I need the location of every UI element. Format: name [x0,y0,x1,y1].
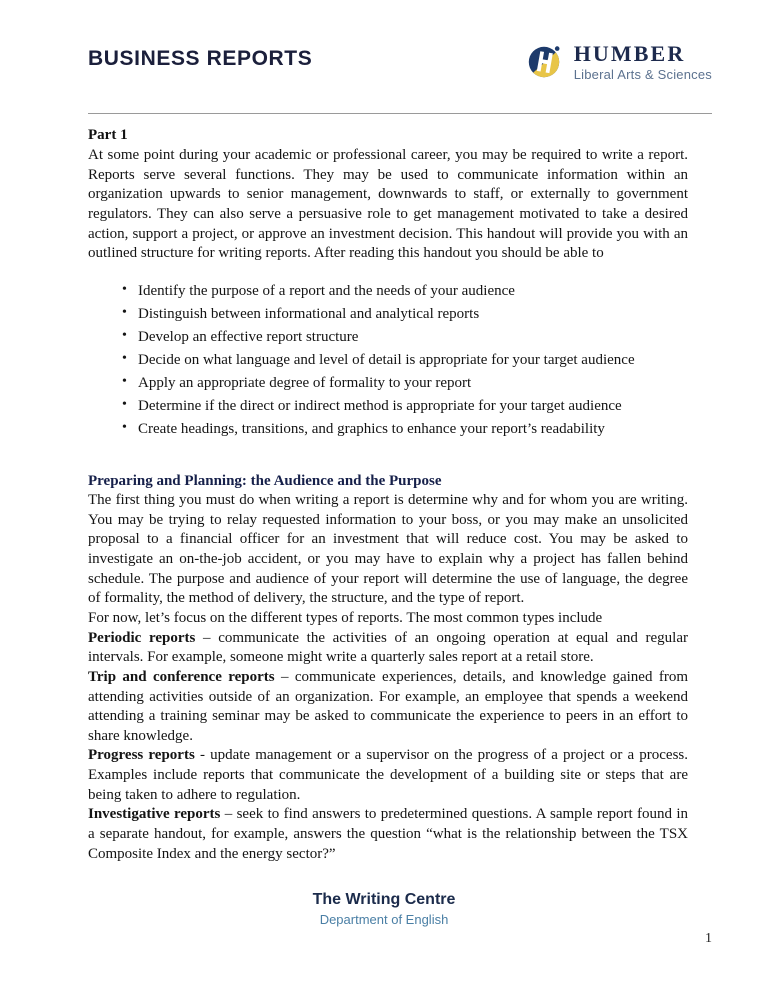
header-divider [88,113,712,114]
report-type-trip-conference [88,668,688,747]
intro-paragraph: At some point during your academic or professional career, you may be required to write a report. Reports serve several functions. They may be used to communicate information within an organization upwards to senior management, downwards to staff, or externally to government regulators. They can also serve a persuasive role to get management motivated to take a desired action, support a project, or approve an investment decision. This handout will provide you with an outlined structure for writing reports. After reading this handout you should be able to [88,147,688,262]
planning-paragraph: The first thing you must do when writing a report is determine why and for whom you are writing. You may be trying to relay requested information to your boss, or you may make an unsolicited proposal to a financial officer for an investment that will reduce cost. You may be asked to investigate an on-the-job accident, or you may have to explain why a project has fallen behind schedule. The purpose and audience of your report will determine the use of language, the degree of formality, the method of delivery, the structure, and the type of report. [88,492,688,607]
types-intro-paragraph: For now, let’s focus on the different types of reports. The most common types include [88,609,603,626]
report-type-description: seek to find answers to predetermined questions. A sample report found in a separate handout, for example, answers the question “what is the relationship between the TSX Composite Index and the energy sector?” [88,806,688,862]
report-type-separator: – [195,629,219,646]
humber-logo [527,38,712,82]
document-body [88,126,688,864]
document-header [88,38,712,100]
report-type-periodic [88,629,688,668]
part-label: Part 1 [88,127,128,143]
list-item: • Create headings, transitions, and graphics to enhance your report’s readability [122,418,688,441]
footer-title: The Writing Centre [312,891,456,908]
report-type-name: Trip and conference reports [88,668,275,685]
list-item: • Develop an effective report structure [122,326,688,349]
page-number: 1 [705,931,712,946]
report-type-description: update management or a supervisor on the progress of a project or a process. Examples include reports that communicate the development of a building site or steps that are being taken to adhere to regulation. [88,747,688,803]
list-item: • Determine if the direct or indirect method is appropriate for your target audience [122,395,688,418]
report-type-description: communicate the activities of an ongoing operation at equal and regular intervals. For example, someone might write a quarterly sales report at a retail store. [88,629,688,666]
report-type-name: Periodic reports [88,629,196,646]
footer-subtitle: Department of English [319,911,449,927]
report-type-progress [88,746,688,805]
list-item: • Distinguish between informational and analytical reports [122,303,688,326]
humber-logo-mark-icon [527,42,565,80]
report-type-description: communicate experiences, details, and knowledge gained from attending activities outside of an organization. For example, an employee that spends a weekend attending a training seminar may be asked to communicate the experience to peers in an effort to share knowledge. [88,668,689,744]
document-footer [0,890,768,929]
objectives-list [88,280,688,441]
report-type-separator: - [194,747,211,764]
report-type-separator: – [220,806,237,823]
report-type-name: Investigative reports [88,806,221,823]
list-item: • Decide on what language and level of detail is appropriate for your target audience [122,349,688,372]
list-item: • Apply an appropriate degree of formality to your report [122,372,688,395]
humber-tagline: Liberal Arts & Sciences [573,67,712,83]
list-item: • Identify the purpose of a report and the needs of your audience [122,280,688,303]
report-type-separator: – [274,668,295,685]
humber-wordmark: HUMBER [573,41,686,66]
humber-logo-text [574,42,712,82]
report-type-name: Progress reports [88,747,195,764]
page-title: BUSINESS REPORTS [88,47,313,70]
report-type-investigative [88,805,688,864]
section-heading-preparing-planning: Preparing and Planning: the Audience and the Purpose [88,472,442,489]
